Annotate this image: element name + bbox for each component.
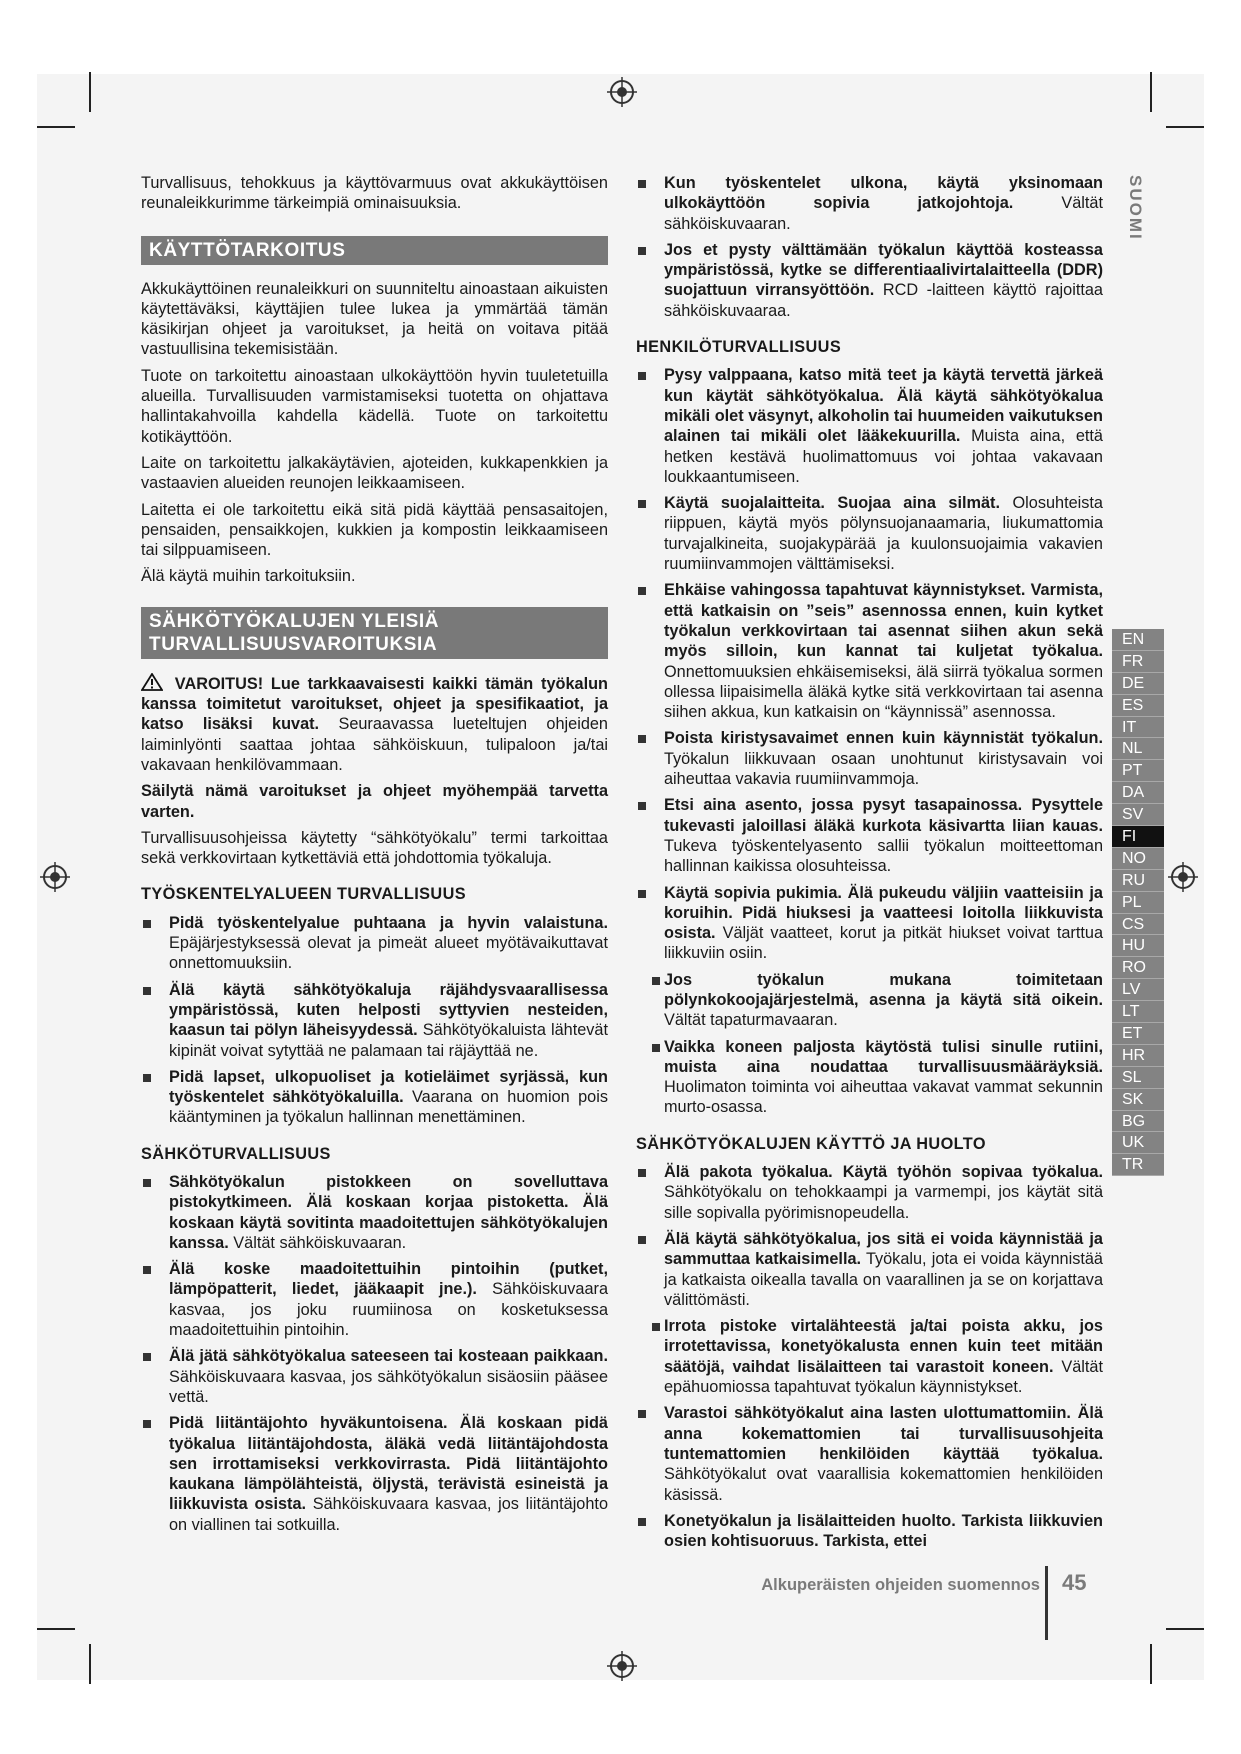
language-tab-lt: LT (1112, 1001, 1164, 1023)
list-item (141, 1346, 608, 1407)
item-bold: Jos et pysty välttämään työkalun käyttöä kosteassa ympäristössä, kytke se differentiaalivirtalaitteella (DDR) suojattuun virransyöttöön. (664, 240, 1103, 300)
language-tab-fr: FR (1112, 651, 1164, 673)
item-text: Vaarana on huomion pois kääntyminen ja työkalun hallinnan menettäminen. (169, 1088, 608, 1127)
language-tab-uk: UK (1112, 1132, 1164, 1154)
language-tab-bg: BG (1112, 1111, 1164, 1133)
item-bold: Älä koske maadoitettuihin pintoihin (putket, lämpöpatterit, liedet, jääkaapit jne.). (169, 1260, 608, 1299)
item-text: Sähkötyökalu on tehokkaampi ja varmempi, jos käytät sitä sille sopivalla pyörimisnopeudella. (664, 1183, 1103, 1222)
right-column (636, 173, 1103, 1557)
bullet-square-icon (652, 1044, 660, 1052)
item-text: Sähkötyökalut ovat vaarallisia kokemattomien henkilöiden käsissä. (664, 1465, 1103, 1504)
registration-mark-icon (607, 1651, 637, 1681)
bullet-square-icon (638, 247, 646, 255)
item-text: RCD -laitteen käyttö rajoittaa sähköiskuvaaraa. (664, 281, 1103, 320)
bullet-square-icon (652, 1323, 660, 1331)
use-care-list-indented (636, 1316, 1103, 1397)
keep-bold: Säilytä nämä varoitukset ja ohjeet myöhempää tarvetta varten. (141, 782, 608, 821)
item-bold: Jos työkalun mukana toimitetaan pölynkokoojajärjestelmä, asenna ja käytä sitä oikein. (664, 970, 1103, 1009)
item-bold: Pidä työskentelyalue puhtaana ja hyvin valaistuna. (169, 913, 608, 932)
item-text: Väljät vaatteet, korut ja pitkät hiukset voivat tarttua liikkuviin osiin. (664, 924, 1103, 963)
language-tab-hr: HR (1112, 1045, 1164, 1067)
page-number: 45 (1062, 1570, 1087, 1595)
bullet-square-icon (143, 1074, 151, 1082)
left-column (141, 173, 608, 1541)
list-item (141, 1413, 608, 1535)
bullet-square-icon (638, 500, 646, 508)
crop-mark (1150, 72, 1152, 112)
item-bold: Älä käytä sähkötyökaluja räjähdysvaarallisessa ympäristössä, kuten helposti syttyvien nesteiden, kaasun tai pölyn läheisyydessä. (169, 980, 608, 1040)
bullet-square-icon (143, 987, 151, 995)
warning-paragraph (141, 673, 608, 775)
bullet-square-icon (638, 890, 646, 898)
list-item (636, 883, 1103, 964)
side-language-label: SUOMI (1126, 175, 1145, 241)
term-definition: Turvallisuusohjeissa käytetty “sähkötyökalu” termi tarkoittaa sekä verkkovirtaan kytkettäviä että johdottomia työkaluja. (141, 828, 608, 868)
list-item (636, 173, 1103, 234)
item-text: Vältät tapaturmavaaran. (664, 1011, 838, 1030)
language-tab-cs: CS (1112, 914, 1164, 936)
item-text: Sähkötyökaluista lähtevät kipinät voivat sytyttää ne palamaan tai räjäyttää ne. (169, 1021, 608, 1060)
footer-divider (1045, 1566, 1048, 1640)
registration-mark-icon (1168, 862, 1198, 892)
item-bold: Konetyökalun ja lisälaitteiden huolto. Tarkista liikkuvien osien kohtisuoruus. Tarkista, ettei (664, 1511, 1103, 1551)
crop-mark (37, 1628, 75, 1630)
crop-mark (89, 1644, 91, 1684)
item-text: Vältät sähköiskuvaaran. (233, 1233, 407, 1252)
list-item (636, 580, 1103, 722)
item-text: Epäjärjestyksessä olevat ja pimeät alueet myötävaikuttavat onnettomuuksiin. (169, 934, 608, 973)
item-text: Sähköiskuvaara kasvaa, jos sähkötyökalun sisäosiin pääsee vettä. (169, 1367, 608, 1406)
bullet-square-icon (143, 1266, 151, 1274)
list-item (636, 970, 1103, 1031)
bullet-square-icon (638, 180, 646, 188)
bullet-square-icon (638, 802, 646, 810)
use-care-list (636, 1162, 1103, 1310)
language-tab-en: EN (1112, 629, 1164, 651)
list-item (636, 365, 1103, 487)
use-care-list-2 (636, 1403, 1103, 1551)
crop-mark (1166, 126, 1204, 128)
bullet-square-icon (638, 587, 646, 595)
warning-text: Seuraavassa lueteltujen ohjeiden laiminlyönti saattaa johtaa sähköiskuun, tulipaloon ja/tai vakavaan henkilövammaan. (141, 715, 608, 774)
item-bold: Pysy valppaana, katso mitä teet ja käytä tervettä järkeä kun käytät sähkötyökalua. Älä käytä sähkötyökalua mikäli olet väsynyt, alkoholin tai huumeiden vaikutuksen alainen tai mikäli olet lääkekuurilla. (664, 366, 1103, 446)
bullet-square-icon (638, 735, 646, 743)
language-tab-sv: SV (1112, 804, 1164, 826)
list-item (636, 1316, 1103, 1397)
heading-line: TURVALLISUUSVAROITUKSIA (149, 633, 438, 655)
subheading-electrical: SÄHKÖTURVALLISUUS (141, 1144, 331, 1163)
intro-text: Turvallisuus, tehokkuus ja käyttövarmuus ovat akkukäyttöisen reunaleikkurimme tärkeimpiä ominaisuuksia. (141, 174, 608, 213)
language-tab-ro: RO (1112, 957, 1164, 979)
language-tab-fi: FI (1112, 826, 1164, 848)
section-heading-kayttotarkoitus: KÄYTTÖTARKOITUS (141, 236, 608, 265)
paragraph: Laitetta ei ole tarkoitettu eikä sitä pidä käyttää pensasaitojen, pensaiden, pensaikkojen, kukkien ja kompostin leikkaamiseen tai silppuamiseen. (141, 500, 608, 560)
item-bold: Irrota pistoke virtalähteestä ja/tai poista akku, jos irrotettavissa, konetyökalusta ennen kuin teet mitään säätöjä, vaihdat lisälaitteen tai varastoit koneen. (664, 1317, 1103, 1376)
heading-line: SÄHKÖTYÖKALUJEN YLEISIÄ (149, 610, 440, 632)
keep-instructions (141, 781, 608, 822)
language-tab-sk: SK (1112, 1089, 1164, 1111)
language-tab-sl: SL (1112, 1067, 1164, 1089)
language-tab-da: DA (1112, 782, 1164, 804)
bullet-square-icon (638, 1169, 646, 1177)
footer-text: Alkuperäisten ohjeiden suomennos (761, 1576, 1040, 1594)
list-item (636, 1162, 1103, 1223)
bullet-square-icon (143, 920, 151, 928)
paragraph: Tuote on tarkoitettu ainoastaan ulkokäyttöön hyvin tuuletetuilla alueilla. Turvallisuuden varmistamiseksi tuotetta on ohjattava hallintakahvoilla kahdella kädellä. Tuote on tarkoitettu kotikäyttöön. (141, 366, 608, 446)
list-item (141, 913, 608, 974)
item-bold: Vaikka koneen paljosta käytöstä tulisi sinulle rutiini, muista aina noudattaa turvallisuusmääräyksiä. (664, 1037, 1103, 1076)
bullet-square-icon (652, 977, 660, 985)
list-item (141, 980, 608, 1061)
item-text: Työkalu, jota ei voida käynnistää ja katkaista oikealla tavalla on vaarallinen ja se on korjattava välittömästi. (664, 1250, 1103, 1309)
language-tab-tr: TR (1112, 1154, 1164, 1176)
list-item (636, 1229, 1103, 1310)
electrical-list-continued (636, 173, 1103, 321)
language-tab-lv: LV (1112, 979, 1164, 1001)
crop-mark (89, 72, 91, 112)
item-bold: Poista kiristysavaimet ennen kuin käynnistät työkalun. (664, 729, 1103, 748)
subheading-use-care: SÄHKÖTYÖKALUJEN KÄYTTÖ JA HUOLTO (636, 1134, 986, 1153)
bullet-square-icon (143, 1179, 151, 1187)
paragraph: Laite on tarkoitettu jalkakäytävien, ajoteiden, kukkapenkkien ja vastaavien alueiden reunojen leikkaamiseen. (141, 453, 608, 493)
bullet-square-icon (638, 372, 646, 380)
list-item (636, 728, 1103, 789)
language-tab-hu: HU (1112, 935, 1164, 957)
language-tab-it: IT (1112, 717, 1164, 739)
bullet-square-icon (638, 1518, 646, 1526)
warning-triangle-icon (141, 673, 163, 691)
item-bold: Älä pakota työkalua. Käytä työhön sopivaa työkalua. (664, 1163, 1103, 1182)
bullet-square-icon (638, 1236, 646, 1244)
personal-list-indented (636, 970, 1103, 1118)
language-tab-pt: PT (1112, 760, 1164, 782)
list-item (141, 1067, 608, 1128)
list-item (141, 1259, 608, 1340)
list-item (636, 240, 1103, 321)
item-bold: Etsi aina asento, jossa pysyt tasapainossa. Pysyttele tukevasti jaloillasi äläkä kurkota käsivartta liian kauas. (664, 796, 1103, 835)
language-tab-et: ET (1112, 1023, 1164, 1045)
list-item (141, 1172, 608, 1253)
item-bold: Pidä lapset, ulkopuoliset ja kotieläimet syrjässä, kun työskentelet sähkötyökaluilla. (169, 1067, 608, 1107)
language-tab-nl: NL (1112, 738, 1164, 760)
language-tab-pl: PL (1112, 892, 1164, 914)
item-text: Olosuhteista riippuen, käytä myös pölynsuojanaamaria, liukumattomia turvajalkineita, suojakypärää ja kuulonsuojaimia vakavien ruumiinvammojen välttämiseksi. (664, 494, 1103, 574)
list-item (636, 795, 1103, 876)
registration-mark-icon (40, 862, 70, 892)
bullet-square-icon (638, 1410, 646, 1418)
crop-mark (37, 126, 75, 128)
item-text: Työkalun liikkuvaan osaan unohtunut kiristysavain voi aiheuttaa vakavia ruumiinvammoja. (664, 749, 1103, 789)
item-text: Huolimaton toiminta voi aiheuttaa vakavat vammat sekunnin murto-osassa. (664, 1078, 1103, 1117)
list-item (636, 1403, 1103, 1504)
bullet-square-icon (143, 1353, 151, 1361)
item-bold: Pidä liitäntäjohto hyväkuntoisena. Älä koskaan pidä työkalua liitäntäjohdosta, äläkä vedä liitäntäjohdosta sen irrottamiseksi verkkovirrasta. Pidä liitäntäjohto kaukana lämpölähteistä, öljystä, terävistä esineistä ja liikkuvista osista. (169, 1414, 608, 1514)
item-text: Onnettomuuksien ehkäisemiseksi, älä siirrä työkalua sormen ollessa liipaisimella äläkä kytke sitä verkkovirtaan tai asenna siihen akkua, kun katkaisin on “käynnissä” asennossa. (664, 662, 1103, 722)
electrical-list (141, 1172, 608, 1535)
language-tab-no: NO (1112, 848, 1164, 870)
warning-bold: VAROITUS! Lue tarkkaavaisesti kaikki tämän työkalun kanssa toimitetut varoitukset, ohjeet ja spesifikaatiot, ja katso lisäksi kuvat. (141, 674, 608, 734)
list-item (636, 1037, 1103, 1118)
paragraph: Akkukäyttöinen reunaleikkuri on suunniteltu ainoastaan aikuisten käytettäväksi, käyttäjien tulee lukea ja ymmärtää tämän käsikirjan ohjeet ja varoitukset, ja heitä on voitava pitää vastuullisina tekemisistään. (141, 279, 608, 359)
registration-mark-icon (607, 77, 637, 107)
list-item (636, 1511, 1103, 1552)
item-bold: Sähkötyökalun pistokkeen on sovelluttava pistokytkimeen. Älä koskaan korjaa pistoketta. Älä koskaan käytä sovitinta maadoitettujen sähkötyökalujen kanssa. (169, 1172, 608, 1252)
subheading-work-area: TYÖSKENTELYALUEEN TURVALLISUUS (141, 885, 467, 904)
item-text: Vältät sähköiskuvaaran. (664, 194, 1103, 233)
item-bold: Älä jätä sähkötyökalua sateeseen tai kosteaan paikkaan. (169, 1347, 608, 1366)
item-bold: Käytä suojalaitteita. Suojaa aina silmät. (664, 494, 1000, 513)
personal-list (636, 365, 1103, 963)
language-tab-ru: RU (1112, 870, 1164, 892)
item-text: Muista aina, että hetken kestävä huolimattomuus voi johtaa vakavaan loukkaantumiseen. (664, 427, 1103, 486)
item-text: Vältät epähuomiossa tapahtuvat työkalun käynnistykset. (664, 1357, 1103, 1397)
item-bold: Varastoi sähkötyökalut aina lasten ulottumattomiin. Älä anna kokemattomien tai turvallisuusohjeita tuntemattomien henkilöiden käyttää työkalua. (664, 1404, 1103, 1463)
section-heading-general-warnings (141, 607, 608, 659)
subheading-personal: HENKILÖTURVALLISUUS (636, 338, 842, 357)
item-bold: Kun työskentelet ulkona, käytä yksinomaan ulkokäyttöön sopivia jatkojohtoja. (664, 174, 1103, 213)
item-text: Sähköiskuvaara kasvaa, jos liitäntäjohto on viallinen tai sotkuilla. (169, 1495, 608, 1534)
bullet-square-icon (143, 1420, 151, 1428)
item-bold: Älä käytä sähkötyökalua, jos sitä ei voida käynnistää ja sammuttaa katkaisimella. (664, 1229, 1103, 1269)
item-text: Sähköiskuvaara kasvaa, jos joku ruumiinosa on kosketuksessa maadoitettuihin pintoihin. (169, 1280, 609, 1340)
crop-mark (1166, 1628, 1204, 1630)
item-bold: Käytä sopivia pukimia. Älä pukeudu väljiin vaatteisiin ja koruihin. Pidä hiuksesi ja vaatteesi loitolla liikkuvista osista. (664, 883, 1103, 943)
paragraph: Älä käytä muihin tarkoituksiin. (141, 567, 356, 586)
language-tab-strip (1112, 629, 1164, 1176)
work-area-list (141, 913, 608, 1128)
crop-mark (1150, 1644, 1152, 1684)
language-tab-es: ES (1112, 695, 1164, 717)
item-text: Tukeva työskentelyasento sallii työkalun moitteettoman hallinnan kaikissa olosuhteissa. (664, 836, 1103, 876)
list-item (636, 493, 1103, 574)
language-tab-de: DE (1112, 673, 1164, 695)
item-bold: Ehkäise vahingossa tapahtuvat käynnistykset. Varmista, että katkaisin on ”seis” asennossa ennen, kuin kytket työkalun verkkovirtaan tai asennat siihen akun sekä myös silloin, kun kannat tai kuljetat työkalua. (664, 581, 1103, 661)
